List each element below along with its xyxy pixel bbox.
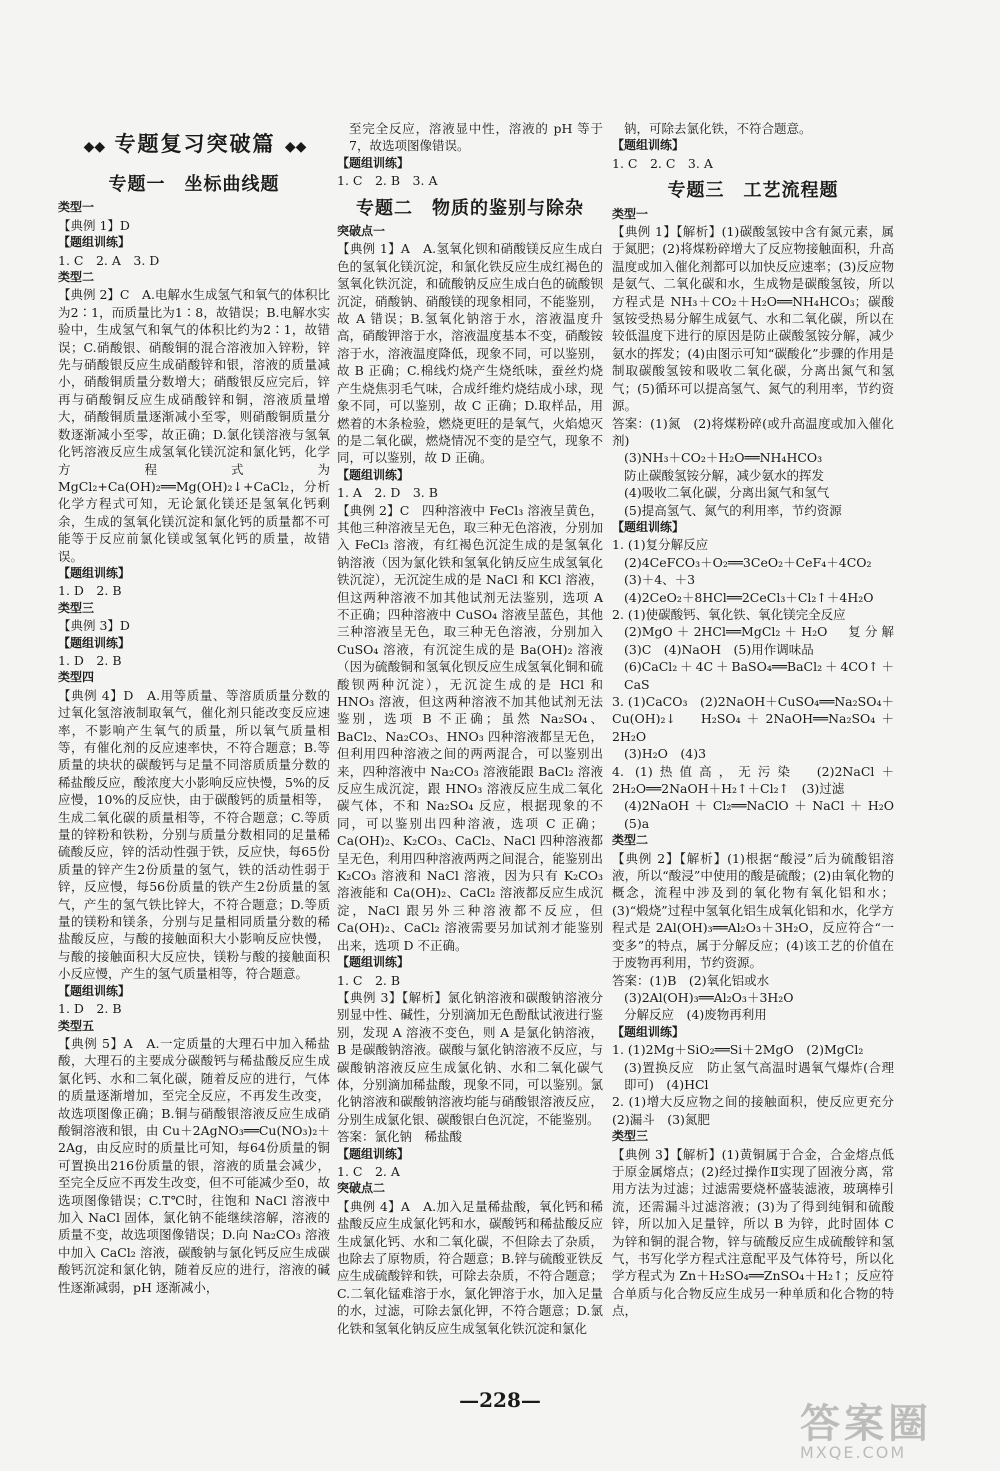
content-line: 2. (1)增大反应物之间的接触面积，使反应更充分 (2)漏斗 (3)氮肥 [612,1094,907,1127]
content-line: (3)2Al(OH)₃══Al₂O₃＋3H₂O [624,989,794,1005]
content-line: 类型一 [58,200,95,215]
content-line: 类型三 [58,600,95,615]
content-line: 1. D 2. B [58,583,122,599]
watermark-logo [800,1392,990,1462]
content-line: 【题组训练】 [612,519,685,534]
page-number: —228— [459,1388,541,1412]
content-line: (5)提高氢气、氮气的利用率，节约资源 [624,502,842,518]
content-line: 1. C 2. A [337,1163,400,1179]
example-item: 【典例 2】【解析】(1)根据“酸浸”后为硫酸铝溶液，所以“酸浸”中使用的酸是硫酸；(2)由氧化物的概念，流程中涉及到的氧化物有氧化铝和水；(3)“煅烧”过程中氢氧化铝生成氧化铝和水，化学方程式是 2Al(OH)₃══Al₂O₃＋3H₂O，反应符合“一变多”的特点，属于分解反应；(4)该工艺的价值在于废物再利用，节约资源。 [612,850,894,971]
col1-section-title: 专题一 坐标曲线题 [108,174,280,195]
content-line: 4. (1)热值高，无污染 (2)2NaCl＋2H₂O══2NaOH＋H₂↑＋Cl₂↑ (3)过滤 [612,763,894,797]
content-line: 【题组训练】 [58,983,131,998]
example-item: 【典例 2】C 四种溶液中 FeCl₃ 溶液呈黄色，其他三种溶液呈无色，取三种无色溶液，分别加入 FeCl₃ 溶液，有红褐色沉淀生成的是氢氧化钠溶液（因为氯化铁和氢氧化钠反应生成氢氧化铁沉淀），无沉淀生成的是 NaCl 和 KCl 溶液，但这两种溶液不加其他试剂无法鉴别，选项 A 不正确；四种溶液中 CuSO₄ 溶液呈蓝色，其他三种溶液呈无色，取三种无色溶液，分别加入 CuSO₄ 溶液，有沉淀生成的是 Ba(OH)₂ 溶液（因为硫酸铜和氢氧化钡反应生成氢氧化铜和硫酸钡两种沉淀），无沉淀生成的是 HCl 和 HNO₃ 溶液，但这两种溶液不加其他试剂无法鉴别，选项 B 不正确；虽然 Na₂SO₄、BaCl₂、Na₂CO₃、HNO₃ 四种溶液都呈无色，但利用四种溶液之间的两两混合，可以鉴别出来，四种溶液中 Na₂CO₃ 溶液能跟 BaCl₂ 溶液反应生成沉淀，跟 HNO₃ 溶液反应生成二氧化碳气体，不和 Na₂SO₄ 反应，根据现象的不同，可以鉴别出四种溶液，选项 C 正确；Ca(OH)₂、K₂CO₃、CaCl₂、NaCl 四种溶液都呈无色，利用四种溶液两两之间混合，能鉴别出 K₂CO₃ 溶液和 NaCl 溶液，因为只有 K₂CO₃ 溶液能和 Ca(OH)₂、CaCl₂ 溶液都反应生成沉淀，NaCl 跟另外三种溶液都不反应，但 Ca(OH)₂、CaCl₂ 溶液需要另加试剂才能鉴别出来，选项 D 不正确。 [337,502,603,953]
banner-title [70,128,320,158]
content-line: 1. C 2. B 3. A [337,173,438,189]
watermark-site: MXQE.COM [800,1443,907,1462]
content-line: (3)置换反应 防止氢气高温时遇氧气爆炸(合理即可) (4)HCl [624,1059,894,1092]
example-item: 【典例 1】D [58,217,130,233]
content-line: 1. C 2. A 3. D [58,252,160,268]
col2-content [337,223,603,1337]
banner-right-diamond-icon: ◆◆ [284,139,307,155]
content-line: 3. (1)CaCO₃ (2)2NaOH＋CuSO₄══Na₂SO₄＋Cu(OH)₂↓ H₂SO₄＋2NaOH══Na₂SO₄＋2H₂O [612,694,894,744]
column-2 [337,120,603,1337]
content-line: 2. (1)使碳酸钙、氧化铁、氧化镁完全反应 [612,606,846,622]
content-line: 突破点二 [337,1181,386,1196]
content-line: 【题组训练】 [337,467,410,482]
content-line: 1. (1)复分解反应 [612,537,709,553]
content-line: 【题组训练】 [58,635,131,650]
example-item: 【典例 3】【解析】(1)黄铜属于合金，合金熔点低于原金属熔点；(2)经过操作Ⅱ实现了固液分离，常用方法为过滤；过滤需要烧杯盛装滤液，玻璃棒引流，还需漏斗过滤溶液；(3)为了得到纯铜和硫酸锌，所以加入足量锌，所以 B 为锌，此时固体 C 为锌和铜的混合物，锌与硫酸反应生成硫酸锌和氢气，书写化学方程式注意配平及气体符号，所以化学方程式为 Zn＋H₂SO₄══ZnSO₄＋H₂↑；反应符合单质与化合物反应生成另一种单质和化合物的特点， [612,1146,894,1319]
example-item: 【典例 5】A A.一定质量的大理石中加入稀盐酸，大理石的主要成分碳酸钙与稀盐酸反应生成氯化钙、水和二氧化碳，随着反应的进行，气体的质量逐渐增加，至完全反应，不再发生改变，故选项图像正确；B.铜与硝酸银溶液反应生成硝酸铜溶液和银，由 Cu＋2AgNO₃══Cu(NO₃)₂＋2Ag，由反应时的质量比可知，每64份质量的铜可置换出216份质量的银，溶液的质量会减少，至完全反应不再发生改变，但不可能减少至0，故选项图像错误；C.T℃时，往饱和 NaCl 溶液中加入 NaCl 固体，氯化钠不能继续溶解，溶液的质量不变，故选项图像错误；D.向 Na₂CO₃ 溶液中加入 CaCl₂ 溶液，碳酸钠与氯化钙反应生成碳酸钙沉淀和氯化钠，随着反应的进行，溶液的碱性逐渐减弱，pH 逐渐减小， [58,1035,330,1295]
content-line: 答案：(1)B (2)氧化铝或水 [612,972,770,988]
content-line: 1. D 2. B [58,652,122,668]
content-line: (4)2CeO₂＋8HCl══2CeCl₃＋Cl₂↑＋4H₂O [624,589,874,605]
col3-content [612,206,907,1320]
content-line: 分解反应 (4)废物再利用 [624,1007,767,1023]
content-line: 【题组训练】 [337,1146,410,1161]
content-line: 至完全反应，溶液显中性，溶液的 pH 等于7，故选项图像错误。 [349,121,603,154]
content-line: (3)H₂O (4)3 [624,746,707,762]
example-item: 【典例 3】D [58,618,130,634]
content-line: 1. C 2. B [337,972,401,988]
content-line: (3)NH₃＋CO₂＋H₂O══NH₄HCO₃ [624,450,823,466]
example-item: 【典例 4】D A.用等质量、等溶质质量分数的过氧化氢溶液制取氧气，催化剂只能改变反应速率，不影响产生氧气的质量，所以氧气质量相等，有催化剂的反应速率快，不符合题意；B.等质量的块状的碳酸钙与足量不同溶质质量分数的稀盐酸反应，酸浓度大小影响反应快慢，5%的反应慢，10%的反应快，由于碳酸钙的质量相等，生成二氧化碳的质量相等，不符合题意；C.等质量的锌粉和铁粉，分别与质量分数相同的足量稀硫酸反应，锌的活动性强于铁，反应快，每65份质量的锌产生2份质量的氢气，铁的活动性弱于锌，反应慢，每56份质量的铁产生2份质量的氢气，产生的氢气铁比锌大，不符合题意；D.等质量的镁粉和镁条，分别与足量相同质量分数的稀盐酸反应，与酸的接触面积大小影响反应快慢，与酸的接触面积大反应快，镁粉与酸的接触面积小反应慢，产生的氢气质量相等，符合题意。 [58,687,330,982]
content-line: 【题组训练】 [612,1024,685,1039]
col1-content [58,199,330,1296]
banner-left-diamond-icon: ◆◆ [83,139,106,155]
content-line: 类型二 [58,270,95,285]
banner-title-text: 专题复习突破篇 [114,132,276,156]
content-line: 1. (1)2Mg＋SiO₂══Si＋2MgO (2)MgCl₂ [612,1042,864,1058]
content-line: (4)吸收二氧化碳，分离出氮气和氢气 [624,485,830,501]
col3-top-content [612,120,894,172]
content-line: 答案：(1)氮 (2)将煤粉碎(或升高温度或加入催化剂) [612,415,894,448]
watermark-main: 答案圈 [800,1401,932,1447]
content-line: 突破点一 [337,224,386,239]
example-item: 【典例 1】A A.氢氧化钡和硝酸镁反应生成白色的氢氧化镁沉淀，和氯化铁反应生成红褐色的氢氧化铁沉淀，和硫酸钠反应生成白色的硫酸钡沉淀，硝酸钠、硝酸镁的现象相同，不能鉴别，故 A 错误；B.氢氧化钠溶于水，溶液温度升高，硝酸钾溶于水，溶液温度基本不变，硝酸铵溶于水，溶液温度降低，现象不同，可以鉴别，故 B 正确；C.棉线灼烧产生烧纸味，蚕丝灼烧产生烧焦羽毛气味，合成纤维灼烧结成小球，现象不同，可以鉴别，故 C 正确；D.取样品，用燃着的木条检验，燃烧更旺的是氧气，火焰熄灭的是二氧化碳，燃烧情况不变的是空气，现象不同，可以鉴别，故 D 正确。 [337,241,603,466]
content-line: 类型四 [58,670,95,685]
example-item: 【典例 3】【解析】氯化钠溶液和碳酸钠溶液分别显中性、碱性，分别滴加无色酚酞试液进行鉴别，发现 A 溶液不变色，则 A 是氯化钠溶液，B 是碳酸钠溶液。碳酸与氯化钠溶液不反应，与碳酸钠溶液反应生成氯化钠、水和二氧化碳气体，分别滴加稀盐酸，现象不同，可以鉴别。氯化钠溶液和碳酸钠溶液均能与硝酸银溶液反应，分别生成氯化银、碳酸银白色沉淀，不能鉴别。 [337,989,603,1127]
content-line: 钠，可除去氯化铁，不符合题意。 [624,121,812,136]
content-line: 【题组训练】 [612,138,685,153]
col2-section-title: 专题二 物质的鉴别与除杂 [356,197,584,219]
content-line: (2)4CeFCO₃＋O₂══3CeO₂＋CeF₄＋4CO₂ [624,554,872,570]
content-line: 答案：氯化钠 稀盐酸 [337,1129,463,1145]
content-line: 【题组训练】 [337,155,410,170]
example-item: 【典例 4】A A.加入足量稀盐酸，氧化钙和稀盐酸反应生成氯化钙和水，碳酸钙和稀盐酸反应生成氯化钙、水和二氧化碳，不但除去了杂质，也除去了原物质，符合题意；B.锌与硫酸亚铁反应生成硫酸锌和铁，可除去杂质，不符合题意；C.二氧化锰难溶于水，氯化钾溶于水，加入足量的水，过滤，可除去氯化钾，不符合题意；D.氯化铁和氢氧化钠反应生成氢氧化铁沉淀和氯化 [337,1198,603,1336]
content-line: 1. D 2. B [58,1001,122,1017]
content-line: (6)CaCl₂＋4C＋BaSO₄══BaCl₂＋4CO↑＋CaS [624,659,894,692]
content-line: (3)＋4、＋3 [624,572,696,588]
content-line: 类型二 [612,833,649,848]
col2-top-content [337,120,603,190]
content-line: 1. C 2. C 3. A [612,155,713,171]
content-line: 【题组训练】 [337,955,410,970]
content-line: 【题组训练】 [58,565,131,580]
example-item: 【典例 2】C A.电解水生成氢气和氧气的体积比为2∶1，而质量比为1∶8，故错误；B.电解水实验中，生成氢气和氧气的体积比约为2∶1，故错误；C.硝酸银、硝酸铜的混合溶液加入锌粉，锌先与硝酸银反应生成硝酸锌和银，溶液的质量减小，硝酸铜质量分数增大；硝酸银反应完后，锌再与硝酸铜反应生成硝酸锌和铜，溶液质量增大，硝酸铜质量逐渐减小至零，则硝酸铜质量分数逐渐减小至零，故正确；D.氯化镁溶液与氢氧化钙溶液反应生成氢氧化镁沉淀和氯化钙，化学方程式为 MgCl₂+Ca(OH)₂══Mg(OH)₂↓+CaCl₂，分析化学方程式可知，无论氯化镁还是氢氧化钙剩余，生成的氢氧化镁沉淀和氯化钙的质量都不可能等于反应前氯化镁或氢氧化钙的质量，故错误。 [58,287,330,564]
content-line: (2)MgO＋2HCl══MgCl₂＋H₂O 复分解 (3)C (4)NaOH (5)用作调味品 [624,624,907,657]
content-line: 类型五 [58,1018,95,1033]
content-line: 类型一 [612,206,649,221]
col3-section-title: 专题三 工艺流程题 [667,180,839,202]
content-line: 类型三 [612,1129,649,1144]
column-1 [58,166,330,1296]
content-line: 【题组训练】 [58,235,131,250]
content-line: (4)2NaOH＋Cl₂══NaClO＋NaCl＋H₂O (5)a [624,798,907,831]
column-3 [612,120,907,1320]
content-line: 防止碳酸氢铵分解，减少氨水的挥发 [624,467,825,483]
content-line: 1. A 2. D 3. B [337,485,438,501]
example-item: 【典例 1】【解析】(1)碳酸氢铵中含有氮元素，属于氮肥；(2)将煤粉碎增大了反应物接触面积，升高温度或加入催化剂都可以加快反应速率；(3)反应物是氨气、二氧化碳和水，生成物是碳酸氢铵，所以方程式是 NH₃＋CO₂＋H₂O══NH₄HCO₃；碳酸氢铵受热易分解生成氨气、水和二氧化碳，所以在较低温度下进行的原因是防止碳酸氢铵分解，减少氨水的挥发；(4)由图示可知“碳酸化”步骤的作用是制取碳酸氢铵和吸收二氧化碳，分离出氮气和氢气；(5)循环可以提高氢气、氮气的利用率，节约资源。 [612,224,894,414]
